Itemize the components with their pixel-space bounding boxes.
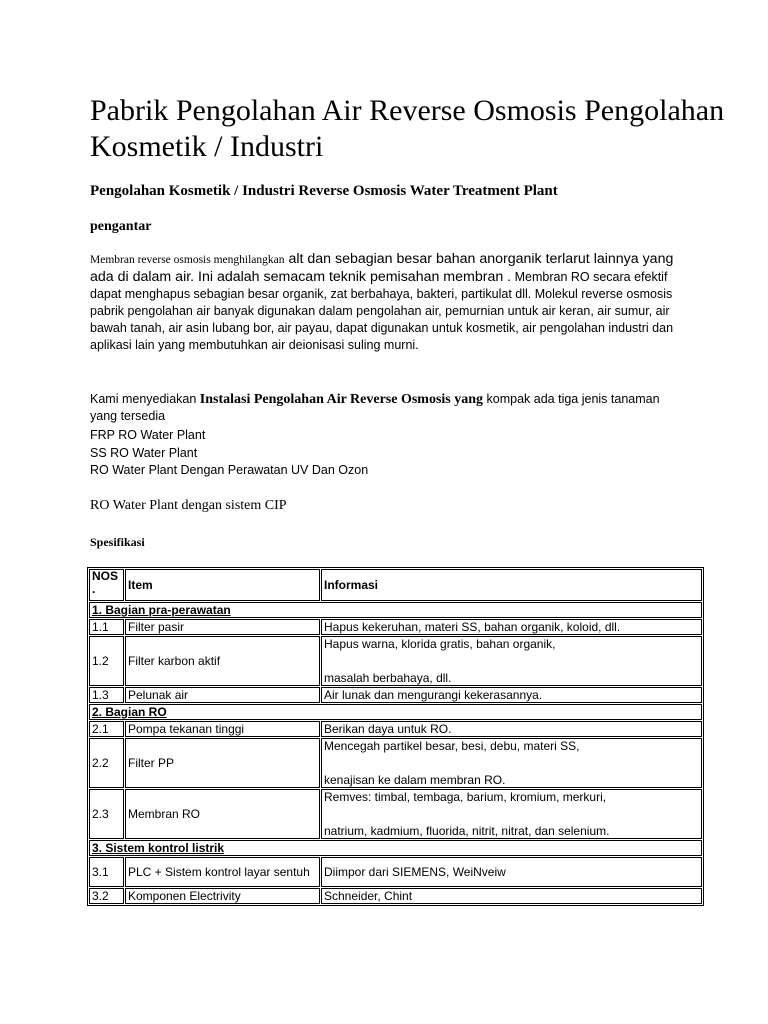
row-info-line: Hapus warna, klorida gratis, bahan organik, [324,637,556,651]
plant-item: RO Water Plant Dengan Perawatan UV Dan Ozon [90,463,369,477]
header-nos: NOS . [89,569,124,601]
offer-paragraph [90,391,680,425]
row-item: PLC + Sistem kontrol layar sentuh [125,857,320,887]
section-title: 1. Bagian pra-perawatan [89,602,702,618]
row-item: Pompa tekanan tinggi [125,721,320,737]
row-item: Membran RO [125,789,320,839]
spec-heading: Spesifikasi [90,535,145,549]
offer-after: kompak ada tiga jenis tanaman yang tersedia [90,392,660,423]
row-no: 3.2 [89,888,124,904]
intro-paragraph [90,251,690,354]
table-row [89,687,702,703]
row-no: 2.1 [89,721,124,737]
table-row [89,636,702,686]
subtitle: Pengolahan Kosmetik / Industri Reverse Osmosis Water Treatment Plant [90,183,558,199]
header-item: Item [125,569,320,601]
row-info-line: kenajisan ke dalam membran RO. [324,773,506,787]
table-row [89,721,702,737]
plant-list [90,427,368,480]
table-row [89,619,702,635]
row-no: 1.3 [89,687,124,703]
row-info: Diimpor dari SIEMENS, WeiNveiw [321,857,702,887]
spec-table [87,567,704,906]
row-no: 2.2 [89,738,124,788]
row-item: Filter PP [125,738,320,788]
table-row [89,738,702,788]
row-info-line: Mencegah partikel besar, besi, debu, materi SS, [324,739,580,753]
row-info [321,738,702,788]
offer-bold: Instalasi Pengolahan Air Reverse Osmosis yang [199,392,484,407]
row-info: Air lunak dan mengurangi kekerasannya. [321,687,702,703]
row-info-line: masalah berbahaya, dll. [324,671,452,685]
table-header-row [89,569,702,601]
row-item: Filter pasir [125,619,320,635]
row-info [321,636,702,686]
page-title: Pabrik Pengolahan Air Reverse Osmosis Pengolahan Kosmetik / Industri [90,94,725,163]
section-title: 3. Sistem kontrol listrik [89,840,702,856]
header-info: Informasi [321,569,702,601]
section-row [89,704,702,720]
intro-heading: pengantar [90,219,152,234]
plant-item: FRP RO Water Plant [90,428,206,442]
row-info-line: natrium, kadmium, fluorida, nitrit, nitrat, dan selenium. [324,824,610,838]
section-row [89,840,702,856]
row-no: 3.1 [89,857,124,887]
row-info-line: Remves: timbal, tembaga, barium, kromium, merkuri, [324,790,607,804]
intro-part3: Membran RO secara efektif dapat menghapus sebagian besar organik, zat berbahaya, bakteri, partikulat dll. Molekul reverse osmosis pabrik pengolahan air banyak digunakan dalam pengolahan air, pemurnian untuk air keran, air sumur, air bawah tanah, air asin lubang bor, air payau, dapat digunakan untuk kosmetik, air pengolahan industri dan aplikasi lain yang membutuhkan air deionisasi suling murni. [90,270,674,352]
row-no: 1.2 [89,636,124,686]
offer-before: Kami menyediakan [90,392,200,406]
table-row [89,857,702,887]
cip-line: RO Water Plant dengan sistem CIP [90,498,287,513]
table-row [89,888,702,904]
intro-part1: Membran reverse osmosis menghilangkan [90,254,285,266]
row-no: 1.1 [89,619,124,635]
intro-part2: alt dan sebagian besar bahan anorganik terlarut lainnya yang ada di dalam air. Ini adalah semacam teknik pemisahan membran . [90,251,674,285]
row-no: 2.3 [89,789,124,839]
row-info: Berikan daya untuk RO. [321,721,702,737]
row-info: Hapus kekeruhan, materi SS, bahan organik, koloid, dll. [321,619,702,635]
table-row [89,789,702,839]
section-title: 2. Bagian RO [89,704,702,720]
row-info [321,789,702,839]
row-item: Pelunak air [125,687,320,703]
row-item: Komponen Electrivity [125,888,320,904]
plant-item: SS RO Water Plant [90,445,198,460]
row-item: Filter karbon aktif [125,636,320,686]
section-row [89,602,702,618]
row-info: Schneider, Chint [321,888,702,904]
